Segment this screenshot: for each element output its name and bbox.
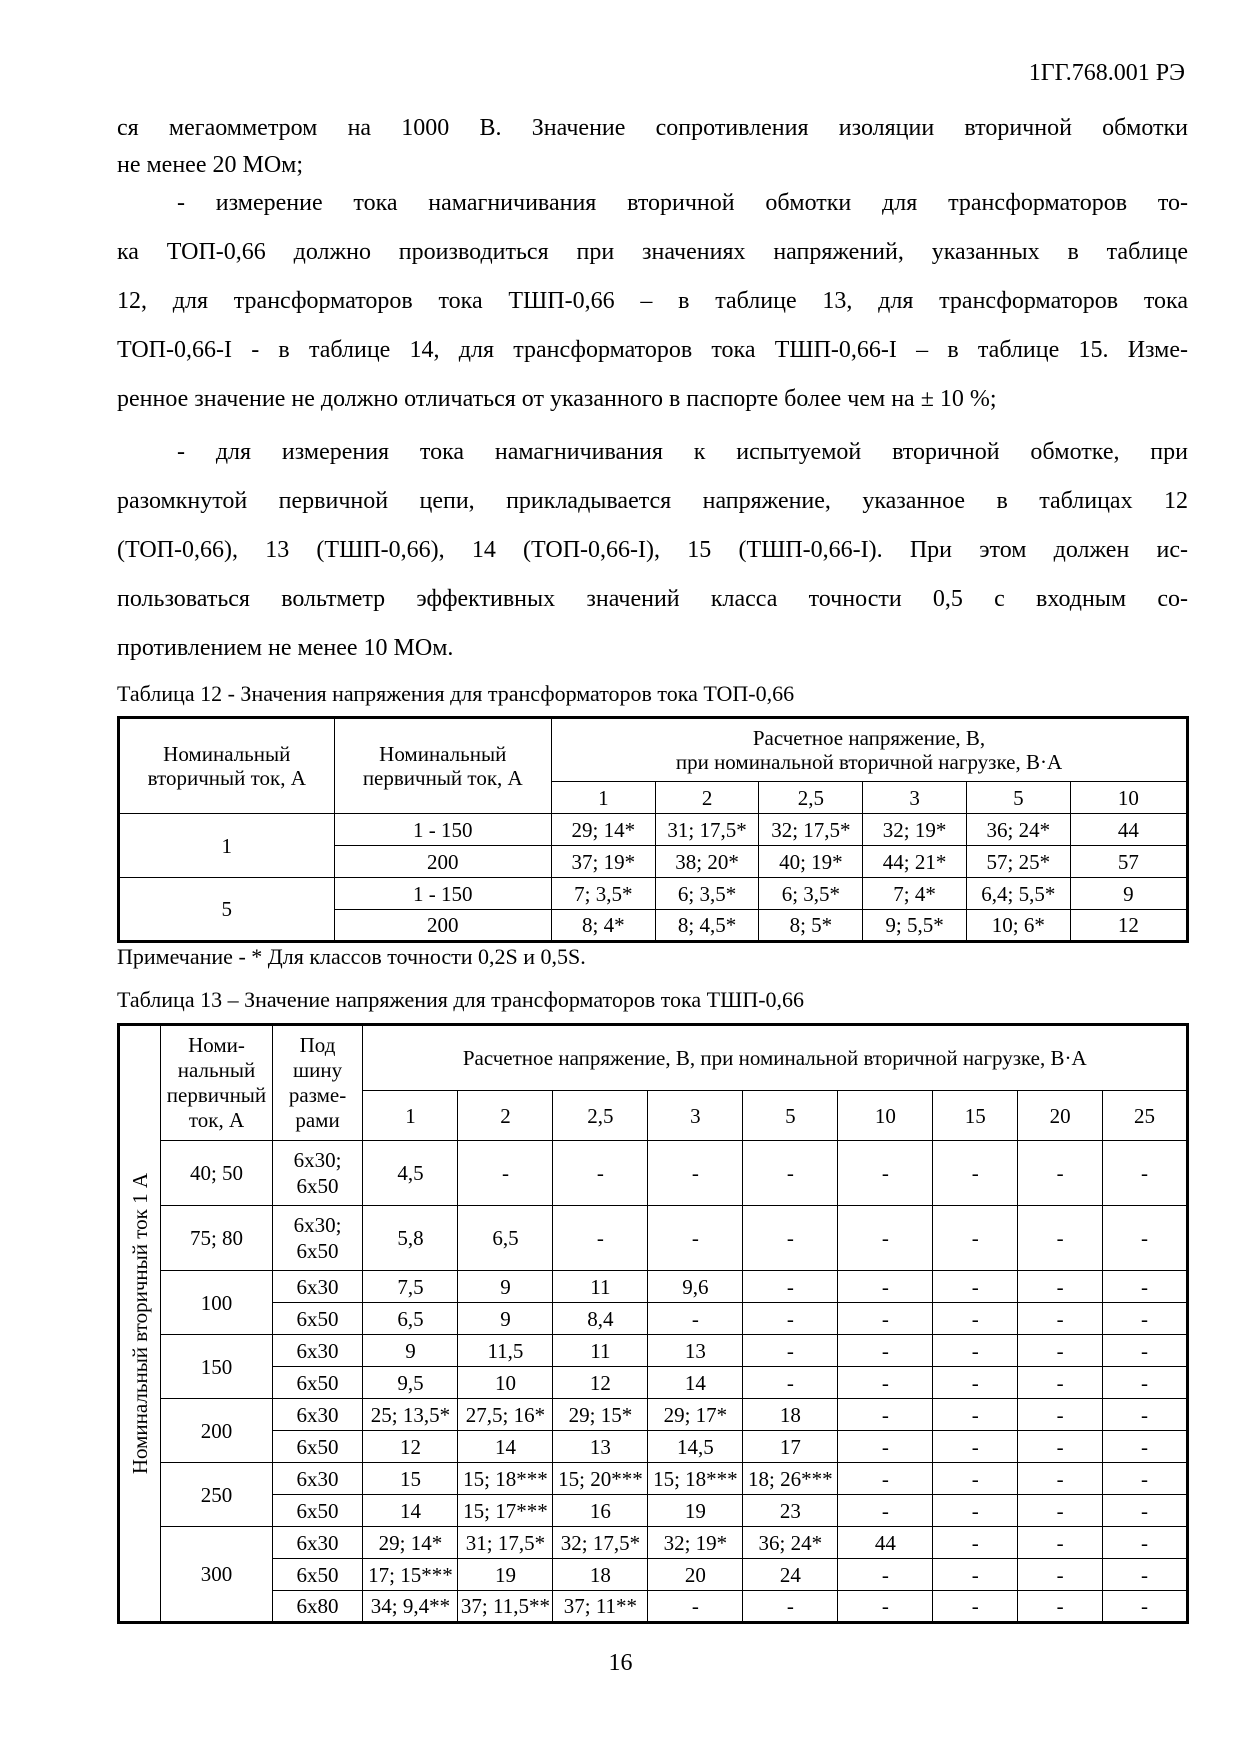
value-cell: 15; 17***	[458, 1495, 553, 1527]
value-cell: 8; 4,5*	[655, 910, 759, 942]
value-cell: 12	[553, 1367, 648, 1399]
value-cell: -	[1018, 1271, 1103, 1303]
bus-size-cell: 6х30	[272, 1399, 363, 1431]
value-cell: -	[553, 1206, 648, 1271]
table-row	[119, 1335, 1188, 1367]
value-cell: 14	[648, 1367, 743, 1399]
bus-size-cell: 6х50	[272, 1495, 363, 1527]
value-cell: 9	[458, 1271, 553, 1303]
value-cell: 19	[458, 1559, 553, 1591]
bus-size-cell: 6х30	[272, 1335, 363, 1367]
value-cell: -	[933, 1527, 1018, 1559]
value-cell: 57; 25*	[966, 846, 1070, 878]
table13	[117, 1023, 1189, 1624]
header-rated-voltage: Расчетное напряжение, В, при номинальной вторичной нагрузке, В·А	[363, 1025, 1188, 1091]
table12-note: Примечание - * Для классов точности 0,2S и 0,5S.	[117, 944, 586, 969]
value-cell: 44; 21*	[863, 846, 967, 878]
bus-size-cell: 6х50	[272, 1431, 363, 1463]
value-cell: -	[1018, 1399, 1103, 1431]
value-cell: 9,6	[648, 1271, 743, 1303]
value-cell: 9; 5,5*	[863, 910, 967, 942]
table-row	[119, 1271, 1188, 1303]
value-cell: -	[553, 1141, 648, 1206]
header-primary-current: Номинальный первичный ток, А	[334, 718, 551, 814]
value-cell: 36; 24*	[743, 1527, 838, 1559]
value-cell: 12	[363, 1431, 458, 1463]
value-cell: 37; 11**	[553, 1591, 648, 1623]
table-row	[119, 1463, 1188, 1495]
value-cell: 11,5	[458, 1335, 553, 1367]
value-cell: 6; 3,5*	[759, 878, 863, 910]
value-cell: -	[933, 1399, 1018, 1431]
table12	[117, 716, 1189, 943]
value-cell: 36; 24*	[966, 814, 1070, 846]
value-cell: -	[1103, 1591, 1188, 1623]
value-cell: 5,8	[363, 1206, 458, 1271]
value-cell: -	[933, 1367, 1018, 1399]
value-cell: 6,5	[458, 1206, 553, 1271]
value-cell: 27,5; 16*	[458, 1399, 553, 1431]
primary-current-cell: 200	[334, 910, 551, 942]
bus-size-cell: 6х30	[272, 1463, 363, 1495]
secondary-current-side-label	[119, 1025, 161, 1623]
value-cell: 32; 19*	[648, 1527, 743, 1559]
table-row	[119, 1559, 1188, 1591]
primary-current-cell: 200	[334, 846, 551, 878]
value-cell: 8; 4*	[552, 910, 656, 942]
primary-current-cell: 100	[161, 1271, 272, 1335]
value-cell: -	[933, 1206, 1018, 1271]
value-cell: 23	[743, 1495, 838, 1527]
load-header: 3	[863, 782, 967, 814]
value-cell: 6,4; 5,5*	[966, 878, 1070, 910]
value-cell: -	[1018, 1367, 1103, 1399]
header-line: разме-	[288, 1083, 347, 1107]
paragraph-measurement-method	[117, 428, 1188, 673]
table-row	[119, 1431, 1188, 1463]
header-bus-size	[272, 1025, 363, 1141]
value-cell: -	[838, 1271, 933, 1303]
value-cell: -	[1103, 1271, 1188, 1303]
value-cell: -	[838, 1303, 933, 1335]
load-header: 5	[743, 1091, 838, 1141]
text-line: 12, для трансформаторов тока ТШП-0,66 – в таблице 13, для трансформаторов тока	[117, 288, 1188, 314]
bus-size-cell: 6х50	[272, 1303, 363, 1335]
bus-size-line: 6х30;	[293, 1148, 342, 1172]
bus-size-cell	[272, 1141, 363, 1206]
value-cell: -	[838, 1335, 933, 1367]
value-cell: 7; 4*	[863, 878, 967, 910]
value-cell: 32; 19*	[863, 814, 967, 846]
value-cell: -	[743, 1303, 838, 1335]
page-number: 16	[608, 1650, 633, 1676]
header-rated-voltage-line: Расчетное напряжение, В,	[752, 726, 986, 750]
value-cell: -	[838, 1431, 933, 1463]
header-line: Номи-	[188, 1033, 245, 1057]
value-cell: 40; 19*	[759, 846, 863, 878]
value-cell: 13	[648, 1335, 743, 1367]
value-cell: 8,4	[553, 1303, 648, 1335]
value-cell: 15; 20***	[553, 1463, 648, 1495]
bus-size-cell: 6х30	[272, 1527, 363, 1559]
value-cell: -	[743, 1206, 838, 1271]
text-line: - измерение тока намагничивания вторичной обмотки для трансформаторов то-	[177, 190, 1188, 216]
bus-size-line: 6х50	[296, 1174, 339, 1198]
value-cell: -	[458, 1141, 553, 1206]
bus-size-line: 6х30;	[293, 1213, 342, 1237]
value-cell: -	[648, 1591, 743, 1623]
text-line: ТОП-0,66-I - в таблице 14, для трансформаторов тока ТШП-0,66-I – в таблице 15. Изме-	[117, 337, 1188, 363]
table-row	[119, 1206, 1188, 1271]
paragraph-insulation	[117, 110, 1188, 184]
value-cell: 15; 18***	[458, 1463, 553, 1495]
value-cell: -	[933, 1591, 1018, 1623]
value-cell: -	[1103, 1206, 1188, 1271]
text-line: противлением не менее 10 МОм.	[117, 635, 454, 661]
bus-size-cell: 6х80	[272, 1591, 363, 1623]
value-cell: 14	[458, 1431, 553, 1463]
primary-current-cell: 150	[161, 1335, 272, 1399]
load-header: 3	[648, 1091, 743, 1141]
text-line: (ТОП-0,66), 13 (ТШП-0,66), 14 (ТОП-0,66-I), 15 (ТШП-0,66-I). При этом должен ис-	[117, 537, 1188, 563]
value-cell: 6; 3,5*	[655, 878, 759, 910]
value-cell: -	[1103, 1527, 1188, 1559]
table-row	[119, 1399, 1188, 1431]
value-cell: -	[838, 1206, 933, 1271]
value-cell: 15	[363, 1463, 458, 1495]
value-cell: -	[1103, 1399, 1188, 1431]
value-cell: -	[1103, 1431, 1188, 1463]
value-cell: -	[743, 1141, 838, 1206]
value-cell: 6,5	[363, 1303, 458, 1335]
primary-current-cell: 200	[161, 1399, 272, 1463]
value-cell: 11	[553, 1335, 648, 1367]
value-cell: -	[838, 1141, 933, 1206]
value-cell: 24	[743, 1559, 838, 1591]
bus-size-cell	[272, 1206, 363, 1271]
load-header: 2	[458, 1091, 553, 1141]
value-cell: 17	[743, 1431, 838, 1463]
value-cell: 11	[553, 1271, 648, 1303]
value-cell: 44	[838, 1527, 933, 1559]
value-cell: -	[1103, 1559, 1188, 1591]
value-cell: 34; 9,4**	[363, 1591, 458, 1623]
primary-current-cell: 1 - 150	[334, 878, 551, 910]
load-header: 10	[1070, 782, 1187, 814]
side-label-text: Номинальный вторичный ток 1 А	[128, 1172, 153, 1475]
table-row	[119, 1591, 1188, 1623]
value-cell: 20	[648, 1559, 743, 1591]
text-line: пользоваться вольтметр эффективных значений класса точности 0,5 с входным со-	[117, 586, 1188, 612]
text-line: ся мегаомметром на 1000 В. Значение сопротивления изоляции вторичной обмотки	[117, 115, 1188, 141]
value-cell: -	[648, 1141, 743, 1206]
value-cell: -	[743, 1367, 838, 1399]
bus-size-line: 6х50	[296, 1239, 339, 1263]
value-cell: -	[1018, 1335, 1103, 1367]
table13-caption: Таблица 13 – Значение напряжения для трансформаторов тока ТШП-0,66	[117, 987, 805, 1012]
value-cell: 37; 11,5**	[458, 1591, 553, 1623]
value-cell: 44	[1070, 814, 1187, 846]
text-line: разомкнутой первичной цепи, прикладывается напряжение, указанное в таблицах 12	[117, 488, 1188, 514]
value-cell: 9	[458, 1303, 553, 1335]
value-cell: 12	[1070, 910, 1187, 942]
load-header: 20	[1018, 1091, 1103, 1141]
primary-current-cell: 75; 80	[161, 1206, 272, 1271]
header-line: рами	[295, 1108, 340, 1132]
value-cell: 25; 13,5*	[363, 1399, 458, 1431]
header-line: Под	[299, 1033, 336, 1057]
value-cell: 29; 15*	[553, 1399, 648, 1431]
value-cell: -	[1103, 1495, 1188, 1527]
value-cell: 15; 18***	[648, 1463, 743, 1495]
value-cell: 10; 6*	[966, 910, 1070, 942]
value-cell: 16	[553, 1495, 648, 1527]
value-cell: 38; 20*	[655, 846, 759, 878]
primary-current-cell: 1 - 150	[334, 814, 551, 846]
value-cell: 37; 19*	[552, 846, 656, 878]
value-cell: 9	[1070, 878, 1187, 910]
header-primary-current	[161, 1025, 272, 1141]
value-cell: 29; 14*	[552, 814, 656, 846]
load-header: 1	[552, 782, 656, 814]
value-cell: 31; 17,5*	[458, 1527, 553, 1559]
table-row	[119, 1495, 1188, 1527]
value-cell: -	[1018, 1591, 1103, 1623]
value-cell: 32; 17,5*	[553, 1527, 648, 1559]
value-cell: 14	[363, 1495, 458, 1527]
load-header: 10	[838, 1091, 933, 1141]
value-cell: -	[838, 1591, 933, 1623]
header-secondary-current: Номинальный вторичный ток, А	[119, 718, 335, 814]
value-cell: -	[838, 1559, 933, 1591]
text-line: - для измерения тока намагничивания к испытуемой вторичной обмотке, при	[177, 439, 1188, 465]
value-cell: -	[838, 1463, 933, 1495]
value-cell: -	[838, 1495, 933, 1527]
value-cell: 8; 5*	[759, 910, 863, 942]
value-cell: -	[1018, 1559, 1103, 1591]
header-rated-voltage	[552, 718, 1188, 782]
value-cell: -	[933, 1431, 1018, 1463]
load-header: 1	[363, 1091, 458, 1141]
bus-size-cell: 6х30	[272, 1271, 363, 1303]
load-header: 2	[655, 782, 759, 814]
value-cell: -	[743, 1591, 838, 1623]
value-cell: 18	[743, 1399, 838, 1431]
secondary-current-cell: 5	[119, 878, 335, 942]
value-cell: 14,5	[648, 1431, 743, 1463]
value-cell: 18; 26***	[743, 1463, 838, 1495]
value-cell: -	[1018, 1463, 1103, 1495]
value-cell: 29; 17*	[648, 1399, 743, 1431]
table-row	[119, 1141, 1188, 1206]
value-cell: 4,5	[363, 1141, 458, 1206]
header-rated-voltage-line: при номинальной вторичной нагрузке, В·А	[675, 750, 1063, 774]
load-header: 2,5	[553, 1091, 648, 1141]
value-cell: -	[1103, 1335, 1188, 1367]
table-row	[119, 1527, 1188, 1559]
value-cell: -	[1103, 1141, 1188, 1206]
value-cell: -	[933, 1141, 1018, 1206]
value-cell: -	[743, 1335, 838, 1367]
table-row	[119, 1367, 1188, 1399]
value-cell: -	[648, 1206, 743, 1271]
value-cell: -	[1103, 1303, 1188, 1335]
value-cell: 29; 14*	[363, 1527, 458, 1559]
load-header: 2,5	[759, 782, 863, 814]
text-line: ка ТОП-0,66 должно производиться при значениях напряжений, указанных в таблице	[117, 239, 1188, 265]
table-row	[119, 814, 1188, 846]
paragraph-magnetizing-current	[117, 179, 1188, 424]
bus-size-cell: 6х50	[272, 1559, 363, 1591]
header-line: шину	[292, 1058, 343, 1082]
value-cell: -	[933, 1559, 1018, 1591]
value-cell: -	[648, 1303, 743, 1335]
load-header: 5	[966, 782, 1070, 814]
value-cell: 17; 15***	[363, 1559, 458, 1591]
value-cell: -	[1018, 1527, 1103, 1559]
primary-current-cell: 300	[161, 1527, 272, 1623]
value-cell: -	[1103, 1367, 1188, 1399]
value-cell: -	[1018, 1206, 1103, 1271]
text-line: ренное значение не должно отличаться от указанного в паспорте более чем на ± 10 %;	[117, 386, 997, 412]
value-cell: -	[838, 1399, 933, 1431]
text-line: не менее 20 МОм;	[117, 152, 304, 178]
value-cell: -	[838, 1367, 933, 1399]
value-cell: -	[1018, 1141, 1103, 1206]
header-line: ток, А	[188, 1108, 245, 1132]
value-cell: 7; 3,5*	[552, 878, 656, 910]
value-cell: -	[933, 1303, 1018, 1335]
value-cell: -	[1018, 1495, 1103, 1527]
value-cell: 13	[553, 1431, 648, 1463]
header-line: первичный	[166, 1083, 267, 1107]
primary-current-cell: 40; 50	[161, 1141, 272, 1206]
bus-size-cell: 6х50	[272, 1367, 363, 1399]
table-row	[119, 878, 1188, 910]
value-cell: -	[933, 1335, 1018, 1367]
value-cell: 18	[553, 1559, 648, 1591]
value-cell: -	[933, 1271, 1018, 1303]
secondary-current-cell: 1	[119, 814, 335, 878]
table12-caption: Таблица 12 - Значения напряжения для трансформаторов тока ТОП-0,66	[117, 681, 795, 706]
table-row	[119, 1303, 1188, 1335]
value-cell: -	[1018, 1431, 1103, 1463]
value-cell: 10	[458, 1367, 553, 1399]
value-cell: 19	[648, 1495, 743, 1527]
value-cell: 9	[363, 1335, 458, 1367]
value-cell: 31; 17,5*	[655, 814, 759, 846]
value-cell: 57	[1070, 846, 1187, 878]
value-cell: -	[1018, 1303, 1103, 1335]
document-code: 1ГГ.768.001 РЭ	[1028, 60, 1185, 86]
value-cell: -	[1103, 1463, 1188, 1495]
value-cell: -	[743, 1271, 838, 1303]
primary-current-cell: 250	[161, 1463, 272, 1527]
value-cell: 7,5	[363, 1271, 458, 1303]
value-cell: 32; 17,5*	[759, 814, 863, 846]
value-cell: -	[933, 1463, 1018, 1495]
load-header: 25	[1103, 1091, 1188, 1141]
header-line: нальный	[177, 1058, 256, 1082]
value-cell: 9,5	[363, 1367, 458, 1399]
load-header: 15	[933, 1091, 1018, 1141]
value-cell: -	[933, 1495, 1018, 1527]
